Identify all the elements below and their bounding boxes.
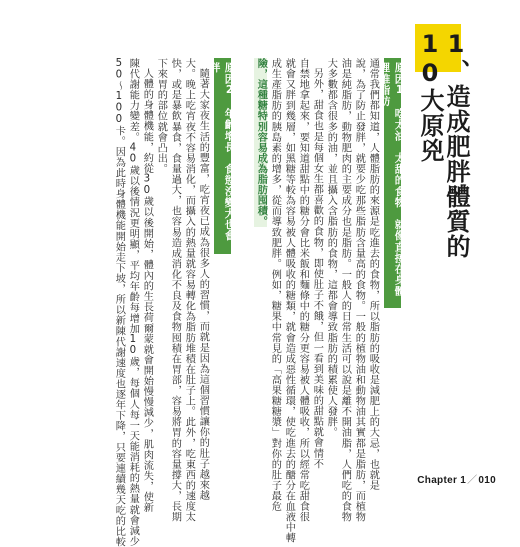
section-2-paragraph-line: 下來胃的部位就會凸出。: [155, 58, 167, 175]
section-2-header: 原因2、年齡增長，食慾沒變大也會胖: [214, 58, 231, 254]
section-2-paragraph-line: 陳代謝能力變差。40歲以後情況更明顯，平均年齡每增加10歲，每個人每一天能消耗的熱量就會減少: [127, 58, 139, 547]
section-1-paragraph-line: 成生產脂肪的胰島素的增多，從而導致肥胖。例如，糖果中常見的「高果糖糖漿」對你的肚子最危: [269, 58, 281, 512]
section-1-paragraph-line: 就會又胖到幾層，如黑糖等較為容易被人體吸收的糖類，就會造成惡性循環，使吃進去的醣分在血液中轉: [283, 58, 295, 544]
page-title: 1、造成肥胖體質的10大原兇: [416, 30, 470, 259]
page-footer: [417, 471, 496, 486]
section-1-header: 原因1、吃太油、太甜的食物，就像直接在身體裡堆脂肪: [384, 58, 401, 308]
section-1-paragraph-line: 大多數都含很多的油，並且攝入含脂肪的食物，這都會導致脂肪的積累使人發胖。: [325, 58, 337, 438]
chapter-label: Chapter 1: [417, 475, 467, 486]
section-2-paragraph-line: 50～100卡。因為此時身體機能開始走下坡，所以新陳代謝速度也逐年下降，只要連續幾天吃的比較: [113, 58, 125, 547]
section-1-paragraph-line: 油是純脂肪，動物肥肉的主要成分也是脂肪。一般人的日常生活可以說是離不開油脂，人們吃的食物: [339, 58, 351, 523]
section-2-paragraph-line: 隨著大家夜生活的豐富，吃宵夜已成為很多人的習慣，而就是因為這個習慣讓你的肚子越來越: [197, 68, 209, 501]
footer-separator: ／: [467, 475, 478, 486]
section-2-paragraph-line: 人體的身體機能，約從30歲以後開始，體內的生長荷爾蒙就會開始慢慢減少，肌肉流失，使新: [141, 68, 153, 513]
section-2-paragraph-line: 大。晚上吃宵夜不容易消化，而攝入的熱量就容易轉化為脂肪堆積在肚子上。此外，吃東西的速度太: [183, 58, 195, 523]
section-1-paragraph-line: 自禁地拿起來，要知道甜點中的糖分會比米飯和麵條中的糖分更容易被人體吸收，所以經常吃甜食很: [297, 58, 309, 523]
section-1-paragraph-line: 另外，甜食也是每個女生都喜歡的食物，即使肚子不餓，但一看到美味的甜點就會情不: [311, 68, 323, 469]
section-1-paragraph-line: 通常我們都知道，人體脂肪的來源是吃進去的食物，所以脂肪的吸收是減肥上的大忌，也就是: [367, 58, 379, 491]
section-2-paragraph-line: 快，或是暴飲暴食，食量過大，也容易造成消化不良及食物囤積在胃部，容易將胃的容量撐大，長期: [169, 58, 181, 523]
section-1-paragraph-line: 說，為了防止發胖，就要少吃那些脂肪含量高的食物。一般的植物油和動物油其實都是脂肪，而植物: [353, 58, 365, 523]
chapter-title-block: [415, 24, 470, 284]
section-1-highlight-sentence: 險，這種糖特別容易成為脂肪囤積。: [255, 58, 267, 227]
page-number: 010: [478, 475, 496, 486]
